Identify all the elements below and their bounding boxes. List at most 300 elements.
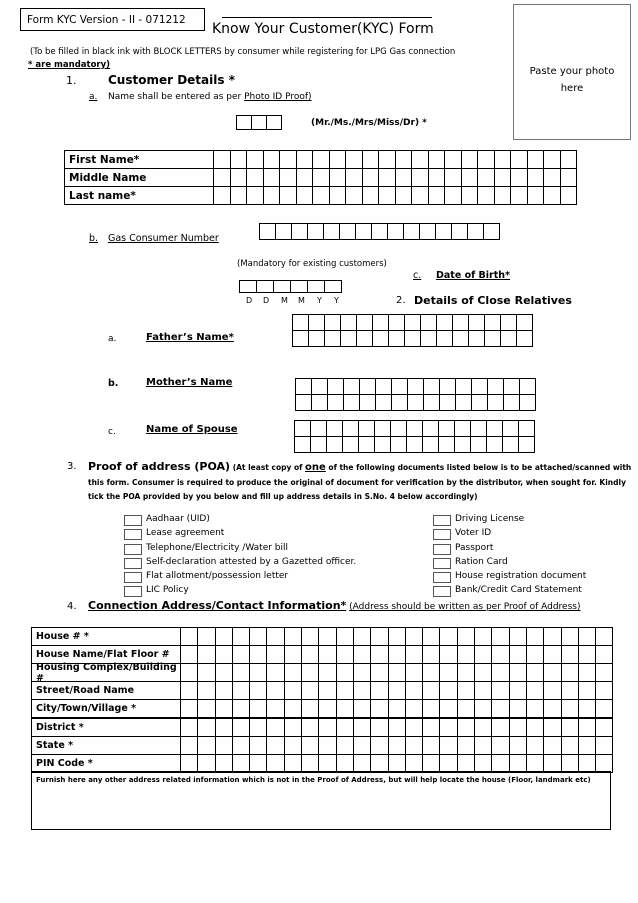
input-cell[interactable]: [284, 718, 302, 737]
input-cell[interactable]: [197, 627, 215, 646]
input-cell[interactable]: [343, 394, 360, 411]
input-cell[interactable]: [560, 186, 578, 205]
input-cell[interactable]: [595, 645, 613, 664]
input-cell[interactable]: [284, 699, 302, 718]
input-cell[interactable]: [509, 681, 527, 700]
input-cell[interactable]: [477, 168, 495, 187]
input-cell[interactable]: [527, 186, 545, 205]
input-cell[interactable]: [180, 663, 198, 682]
input-cell[interactable]: [215, 736, 233, 755]
input-cell[interactable]: [388, 736, 406, 755]
input-cell[interactable]: [491, 627, 509, 646]
input-cell[interactable]: [484, 330, 501, 347]
input-cell[interactable]: [422, 436, 439, 453]
input-cell[interactable]: [372, 330, 389, 347]
input-cell[interactable]: [340, 330, 357, 347]
first-name-cells[interactable]: [213, 150, 577, 169]
input-cell[interactable]: [370, 718, 388, 737]
input-cell[interactable]: [395, 150, 413, 169]
input-cell[interactable]: [307, 223, 324, 240]
input-cell[interactable]: [407, 378, 424, 395]
input-cell[interactable]: [295, 394, 312, 411]
input-cell[interactable]: [455, 394, 472, 411]
input-cell[interactable]: [411, 150, 429, 169]
input-cell[interactable]: [291, 223, 308, 240]
input-cell[interactable]: [560, 150, 578, 169]
input-cell[interactable]: [263, 150, 281, 169]
input-cell[interactable]: [249, 699, 267, 718]
input-cell[interactable]: [197, 645, 215, 664]
input-cell[interactable]: [595, 663, 613, 682]
input-cell[interactable]: [487, 378, 504, 395]
input-cell[interactable]: [378, 186, 396, 205]
father-name-cells-2[interactable]: [292, 330, 533, 347]
input-cell[interactable]: [370, 645, 388, 664]
input-cell[interactable]: [327, 378, 344, 395]
input-cell[interactable]: [457, 663, 475, 682]
poa-doc-right-checkbox[interactable]: [433, 515, 451, 526]
input-cell[interactable]: [296, 186, 314, 205]
address-row-cells[interactable]: [180, 663, 613, 682]
input-cell[interactable]: [371, 223, 388, 240]
input-cell[interactable]: [500, 330, 517, 347]
poa-doc-left-checkbox[interactable]: [124, 529, 142, 540]
input-cell[interactable]: [543, 645, 561, 664]
input-cell[interactable]: [526, 681, 544, 700]
input-cell[interactable]: [180, 699, 198, 718]
input-cell[interactable]: [404, 330, 421, 347]
input-cell[interactable]: [329, 186, 347, 205]
input-cell[interactable]: [474, 663, 492, 682]
input-cell[interactable]: [468, 314, 485, 331]
input-cell[interactable]: [578, 736, 596, 755]
input-cell[interactable]: [486, 436, 503, 453]
input-cell[interactable]: [266, 645, 284, 664]
input-cell[interactable]: [391, 394, 408, 411]
input-cell[interactable]: [388, 663, 406, 682]
input-cell[interactable]: [423, 394, 440, 411]
input-cell[interactable]: [503, 378, 520, 395]
input-cell[interactable]: [428, 168, 446, 187]
input-cell[interactable]: [215, 699, 233, 718]
input-cell[interactable]: [180, 627, 198, 646]
input-cell[interactable]: [378, 150, 396, 169]
input-cell[interactable]: [422, 699, 440, 718]
input-cell[interactable]: [375, 394, 392, 411]
input-cell[interactable]: [519, 394, 536, 411]
input-cell[interactable]: [339, 223, 356, 240]
input-cell[interactable]: [526, 627, 544, 646]
input-cell[interactable]: [502, 436, 519, 453]
input-cell[interactable]: [301, 663, 319, 682]
input-cell[interactable]: [336, 718, 354, 737]
input-cell[interactable]: [249, 718, 267, 737]
input-cell[interactable]: [213, 150, 231, 169]
input-cell[interactable]: [543, 168, 561, 187]
input-cell[interactable]: [249, 736, 267, 755]
input-cell[interactable]: [353, 681, 371, 700]
input-cell[interactable]: [213, 186, 231, 205]
input-cell[interactable]: [595, 627, 613, 646]
input-cell[interactable]: [494, 168, 512, 187]
input-cell[interactable]: [345, 150, 363, 169]
input-cell[interactable]: [308, 314, 325, 331]
input-cell[interactable]: [284, 663, 302, 682]
input-cell[interactable]: [543, 699, 561, 718]
input-cell[interactable]: [353, 736, 371, 755]
input-cell[interactable]: [509, 645, 527, 664]
poa-doc-right-checkbox[interactable]: [433, 572, 451, 583]
spouse-name-cells-1[interactable]: [294, 420, 535, 437]
input-cell[interactable]: [249, 645, 267, 664]
input-cell[interactable]: [483, 223, 500, 240]
input-cell[interactable]: [318, 627, 336, 646]
input-cell[interactable]: [232, 627, 250, 646]
input-cell[interactable]: [388, 681, 406, 700]
input-cell[interactable]: [388, 627, 406, 646]
input-cell[interactable]: [336, 681, 354, 700]
input-cell[interactable]: [406, 420, 423, 437]
input-cell[interactable]: [436, 330, 453, 347]
input-cell[interactable]: [232, 718, 250, 737]
input-cell[interactable]: [353, 718, 371, 737]
input-cell[interactable]: [263, 168, 281, 187]
photo-box[interactable]: Paste your photo here: [513, 4, 631, 140]
input-cell[interactable]: [215, 681, 233, 700]
input-cell[interactable]: [403, 223, 420, 240]
input-cell[interactable]: [439, 663, 457, 682]
input-cell[interactable]: [279, 150, 297, 169]
input-cell[interactable]: [494, 150, 512, 169]
input-cell[interactable]: [405, 627, 423, 646]
input-cell[interactable]: [471, 378, 488, 395]
input-cell[interactable]: [197, 718, 215, 737]
input-cell[interactable]: [378, 168, 396, 187]
input-cell[interactable]: [358, 436, 375, 453]
input-cell[interactable]: [428, 150, 446, 169]
input-cell[interactable]: [353, 663, 371, 682]
input-cell[interactable]: [527, 150, 545, 169]
input-cell[interactable]: [327, 394, 344, 411]
input-cell[interactable]: [543, 663, 561, 682]
input-cell[interactable]: [232, 699, 250, 718]
input-cell[interactable]: [543, 681, 561, 700]
input-cell[interactable]: [474, 736, 492, 755]
input-cell[interactable]: [370, 627, 388, 646]
input-cell[interactable]: [405, 718, 423, 737]
input-cell[interactable]: [457, 718, 475, 737]
input-cell[interactable]: [474, 645, 492, 664]
input-cell[interactable]: [526, 645, 544, 664]
input-cell[interactable]: [301, 718, 319, 737]
input-cell[interactable]: [454, 420, 471, 437]
input-cell[interactable]: [595, 681, 613, 700]
input-cell[interactable]: [310, 420, 327, 437]
input-cell[interactable]: [491, 681, 509, 700]
input-cell[interactable]: [197, 699, 215, 718]
input-cell[interactable]: [595, 718, 613, 737]
input-cell[interactable]: [561, 645, 579, 664]
input-cell[interactable]: [457, 736, 475, 755]
input-cell[interactable]: [477, 186, 495, 205]
input-cell[interactable]: [428, 186, 446, 205]
input-cell[interactable]: [470, 436, 487, 453]
input-cell[interactable]: [474, 681, 492, 700]
input-cell[interactable]: [230, 150, 248, 169]
input-cell[interactable]: [197, 681, 215, 700]
input-cell[interactable]: [411, 186, 429, 205]
input-cell[interactable]: [405, 681, 423, 700]
input-cell[interactable]: [353, 699, 371, 718]
input-cell[interactable]: [326, 436, 343, 453]
input-cell[interactable]: [266, 699, 284, 718]
poa-doc-right-checkbox[interactable]: [433, 529, 451, 540]
father-name-cells-1[interactable]: [292, 314, 533, 331]
input-cell[interactable]: [510, 150, 528, 169]
input-cell[interactable]: [301, 681, 319, 700]
input-cell[interactable]: [294, 436, 311, 453]
input-cell[interactable]: [484, 314, 501, 331]
spouse-name-cells-2[interactable]: [294, 436, 535, 453]
input-cell[interactable]: [405, 663, 423, 682]
input-cell[interactable]: [308, 330, 325, 347]
input-cell[interactable]: [422, 645, 440, 664]
input-cell[interactable]: [516, 330, 533, 347]
input-cell[interactable]: [180, 718, 198, 737]
input-cell[interactable]: [578, 681, 596, 700]
input-cell[interactable]: [197, 736, 215, 755]
input-cell[interactable]: [422, 420, 439, 437]
input-cell[interactable]: [467, 223, 484, 240]
input-cell[interactable]: [491, 663, 509, 682]
input-cell[interactable]: [374, 436, 391, 453]
input-cell[interactable]: [595, 736, 613, 755]
input-cell[interactable]: [232, 663, 250, 682]
input-cell[interactable]: [439, 699, 457, 718]
input-cell[interactable]: [180, 736, 198, 755]
input-cell[interactable]: [318, 736, 336, 755]
input-cell[interactable]: [578, 645, 596, 664]
input-cell[interactable]: [439, 681, 457, 700]
input-cell[interactable]: [370, 681, 388, 700]
input-cell[interactable]: [452, 330, 469, 347]
input-cell[interactable]: [215, 718, 233, 737]
input-cell[interactable]: [422, 627, 440, 646]
input-cell[interactable]: [318, 645, 336, 664]
input-cell[interactable]: [526, 718, 544, 737]
poa-doc-left-checkbox[interactable]: [124, 515, 142, 526]
input-cell[interactable]: [336, 627, 354, 646]
input-cell[interactable]: [249, 681, 267, 700]
input-cell[interactable]: [519, 378, 536, 395]
input-cell[interactable]: [294, 420, 311, 437]
input-cell[interactable]: [510, 186, 528, 205]
input-cell[interactable]: [312, 186, 330, 205]
input-cell[interactable]: [543, 627, 561, 646]
input-cell[interactable]: [266, 627, 284, 646]
address-row-cells[interactable]: [180, 699, 613, 718]
input-cell[interactable]: [180, 645, 198, 664]
poa-doc-right-checkbox[interactable]: [433, 586, 451, 597]
input-cell[interactable]: [318, 663, 336, 682]
input-cell[interactable]: [457, 627, 475, 646]
input-cell[interactable]: [362, 150, 380, 169]
input-cell[interactable]: [560, 168, 578, 187]
input-cell[interactable]: [318, 699, 336, 718]
input-cell[interactable]: [406, 436, 423, 453]
gas-consumer-number-cells[interactable]: [259, 223, 500, 240]
input-cell[interactable]: [326, 420, 343, 437]
input-cell[interactable]: [509, 718, 527, 737]
input-cell[interactable]: [358, 420, 375, 437]
input-cell[interactable]: [422, 663, 440, 682]
input-cell[interactable]: [197, 663, 215, 682]
input-cell[interactable]: [477, 150, 495, 169]
input-cell[interactable]: [422, 736, 440, 755]
input-cell[interactable]: [405, 699, 423, 718]
poa-doc-left-checkbox[interactable]: [124, 572, 142, 583]
input-cell[interactable]: [509, 699, 527, 718]
input-cell[interactable]: [215, 663, 233, 682]
input-cell[interactable]: [301, 736, 319, 755]
input-cell[interactable]: [457, 699, 475, 718]
input-cell[interactable]: [374, 420, 391, 437]
input-cell[interactable]: [439, 645, 457, 664]
input-cell[interactable]: [543, 186, 561, 205]
input-cell[interactable]: [561, 627, 579, 646]
input-cell[interactable]: [543, 718, 561, 737]
input-cell[interactable]: [491, 718, 509, 737]
input-cell[interactable]: [439, 627, 457, 646]
input-cell[interactable]: [353, 627, 371, 646]
poa-doc-left-checkbox[interactable]: [124, 586, 142, 597]
input-cell[interactable]: [454, 436, 471, 453]
input-cell[interactable]: [266, 681, 284, 700]
input-cell[interactable]: [388, 699, 406, 718]
last-name-cells[interactable]: [213, 186, 577, 205]
input-cell[interactable]: [301, 627, 319, 646]
input-cell[interactable]: [486, 420, 503, 437]
input-cell[interactable]: [526, 736, 544, 755]
input-cell[interactable]: [527, 168, 545, 187]
input-cell[interactable]: [329, 168, 347, 187]
input-cell[interactable]: [301, 699, 319, 718]
input-cell[interactable]: [343, 378, 360, 395]
input-cell[interactable]: [452, 314, 469, 331]
input-cell[interactable]: [279, 168, 297, 187]
input-cell[interactable]: [230, 168, 248, 187]
input-cell[interactable]: [561, 663, 579, 682]
input-cell[interactable]: [213, 168, 231, 187]
input-cell[interactable]: [578, 663, 596, 682]
input-cell[interactable]: [561, 718, 579, 737]
input-cell[interactable]: [353, 645, 371, 664]
input-cell[interactable]: [336, 736, 354, 755]
input-cell[interactable]: [423, 378, 440, 395]
poa-doc-left-checkbox[interactable]: [124, 558, 142, 569]
input-cell[interactable]: [422, 718, 440, 737]
input-cell[interactable]: [342, 420, 359, 437]
mother-name-cells-2[interactable]: [295, 394, 536, 411]
input-cell[interactable]: [439, 736, 457, 755]
input-cell[interactable]: [359, 394, 376, 411]
input-cell[interactable]: [246, 150, 264, 169]
input-cell[interactable]: [284, 645, 302, 664]
address-row-cells[interactable]: [180, 627, 613, 646]
input-cell[interactable]: [491, 736, 509, 755]
input-cell[interactable]: [518, 420, 535, 437]
input-cell[interactable]: [500, 314, 517, 331]
input-cell[interactable]: [230, 186, 248, 205]
input-cell[interactable]: [405, 645, 423, 664]
input-cell[interactable]: [494, 186, 512, 205]
input-cell[interactable]: [336, 699, 354, 718]
input-cell[interactable]: [405, 736, 423, 755]
input-cell[interactable]: [275, 223, 292, 240]
input-cell[interactable]: [474, 627, 492, 646]
furnish-box[interactable]: [31, 771, 611, 830]
input-cell[interactable]: [391, 378, 408, 395]
input-cell[interactable]: [388, 314, 405, 331]
input-cell[interactable]: [296, 168, 314, 187]
input-cell[interactable]: [435, 223, 452, 240]
input-cell[interactable]: [436, 314, 453, 331]
input-cell[interactable]: [266, 718, 284, 737]
input-cell[interactable]: [232, 736, 250, 755]
input-cell[interactable]: [296, 150, 314, 169]
input-cell[interactable]: [461, 186, 479, 205]
input-cell[interactable]: [246, 186, 264, 205]
address-row-cells[interactable]: [180, 718, 613, 737]
input-cell[interactable]: [516, 314, 533, 331]
input-cell[interactable]: [474, 699, 492, 718]
input-cell[interactable]: [444, 168, 462, 187]
input-cell[interactable]: [438, 436, 455, 453]
input-cell[interactable]: [509, 627, 527, 646]
input-cell[interactable]: [411, 168, 429, 187]
input-cell[interactable]: [387, 223, 404, 240]
input-cell[interactable]: [292, 330, 309, 347]
input-cell[interactable]: [503, 394, 520, 411]
input-cell[interactable]: [487, 394, 504, 411]
input-cell[interactable]: [395, 186, 413, 205]
input-cell[interactable]: [419, 223, 436, 240]
input-cell[interactable]: [318, 718, 336, 737]
input-cell[interactable]: [370, 736, 388, 755]
input-cell[interactable]: [468, 330, 485, 347]
input-cell[interactable]: [312, 168, 330, 187]
input-cell[interactable]: [422, 681, 440, 700]
input-cell[interactable]: [318, 681, 336, 700]
input-cell[interactable]: [266, 736, 284, 755]
input-cell[interactable]: [395, 168, 413, 187]
input-cell[interactable]: [232, 645, 250, 664]
input-cell[interactable]: [232, 681, 250, 700]
input-cell[interactable]: [329, 150, 347, 169]
input-cell[interactable]: [420, 314, 437, 331]
input-cell[interactable]: [407, 394, 424, 411]
address-row-cells[interactable]: [180, 645, 613, 664]
input-cell[interactable]: [180, 681, 198, 700]
input-cell[interactable]: [375, 378, 392, 395]
input-cell[interactable]: [359, 378, 376, 395]
input-cell[interactable]: [439, 394, 456, 411]
input-cell[interactable]: [390, 420, 407, 437]
input-cell[interactable]: [509, 663, 527, 682]
input-cell[interactable]: [295, 378, 312, 395]
input-cell[interactable]: [345, 186, 363, 205]
input-cell[interactable]: [311, 394, 328, 411]
